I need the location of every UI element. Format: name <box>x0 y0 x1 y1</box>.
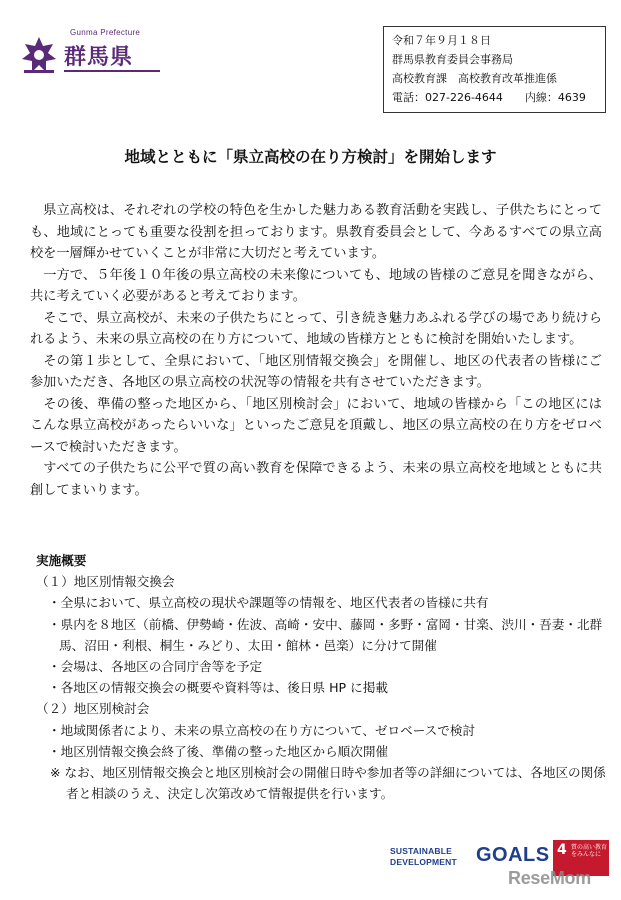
gunma-logo <box>14 28 154 78</box>
prefecture-emblem-icon <box>18 34 60 76</box>
overview-section <box>36 550 606 804</box>
list-item: ・各地区の情報交換会の概要や資料等は、後日県 HP に掲載 <box>48 680 388 696</box>
paragraph: そこで、県立高校が、未来の子供たちにとって、引き続き魅力あふれる学びの場であり続けられるよう、未来の県立高校の在り方について、地域の皆様方とともに検討を開始いたします。 <box>30 310 602 347</box>
list-item: ・会場は、各地区の合同庁舎等を予定 <box>48 659 263 675</box>
section1-label: （１）地区別情報交換会 <box>36 574 175 590</box>
division-name: 高校教育課 高校教育改革推進係 <box>392 72 557 85</box>
section2-label: （２）地区別検討会 <box>36 701 150 717</box>
note-text: ※ なお、地区別情報交換会と地区別検討会の開催日時や参加者等の詳細については、各地区の関係者と相談のうえ、決定し次第改めて情報提供を行います。 <box>50 765 606 802</box>
paragraph: 一方で、５年後１０年後の県立高校の未来像についても、地域の皆様のご意見を聞きながら、共に考えていく必要があると考えております。 <box>30 267 602 304</box>
paragraph: その後、準備の整った地区から、「地区別検討会」において、地域の皆様から「この地区にはこんな県立高校があったらいいな」といったご意見を頂戴し、地区の県立高校の在り方をゼロベースで検討いただきます。 <box>30 396 602 455</box>
goal-text: 質の高い教育をみんなに <box>571 844 608 858</box>
sdgs-line1: SUSTAINABLE <box>390 846 453 856</box>
office-name: 群馬県教育委員会事務局 <box>392 53 513 66</box>
list-item: ・地区別情報交換会終了後、準備の整った地区から順次開催 <box>48 743 389 759</box>
paragraph: すべての子供たちに公平で質の高い教育を保障できるよう、未来の県立高校を地域とともに共創してまいります。 <box>30 461 602 498</box>
sdgs-goals-word: GOALS <box>476 844 550 866</box>
logo-japanese: 群馬県 <box>64 44 134 70</box>
logo-english: Gunma Prefecture <box>70 28 141 37</box>
resemom-watermark: ReseMom <box>508 868 591 888</box>
paragraph: 県立高校は、それぞれの学校の特色を生かした魅力ある教育活動を実践し、子供たちにとっても、地域にとっても重要な役割を担っております。県教育委員会として、今あるすべての県立高校を一層輝かせていくことが非常に大切だと考えています。 <box>30 203 602 261</box>
logo-underline <box>64 70 160 72</box>
paragraph: その第１歩として、全県において、「地区別情報交換会」を開催し、地区の代表者の皆様にご参加いただき、各地区の県立高校の状況等の情報を共有させていただきます。 <box>30 353 602 390</box>
sdgs-line2: DEVELOPMENT <box>390 857 457 867</box>
release-date: 令和７年９月１８日 <box>392 34 491 47</box>
phone-number: 電話：027-226-4644 <box>392 91 503 104</box>
goal-number: 4 <box>557 842 567 858</box>
contact-info-box <box>383 26 606 113</box>
document-title: 地域とともに「県立高校の在り方検討」を開始します <box>124 148 497 166</box>
body-text <box>30 200 602 501</box>
list-item: ・地域関係者により、未来の県立高校の在り方について、ゼロベースで検討 <box>48 722 476 738</box>
contact-line <box>392 88 597 107</box>
list-item: ・全県において、県立高校の現状や課題等の情報を、地区代表者の皆様に共有 <box>48 595 489 611</box>
overview-heading: 実施概要 <box>36 553 87 568</box>
extension-number: 内線：4639 <box>524 91 586 104</box>
list-item: ・県内を８地区（前橋、伊勢崎・佐波、高崎・安中、藤岡・多野・富岡・甘楽、渋川・吾妻・北群馬、沼田・利根、桐生・みどり、太田・館林・邑楽）に分けて開催 <box>48 616 603 653</box>
